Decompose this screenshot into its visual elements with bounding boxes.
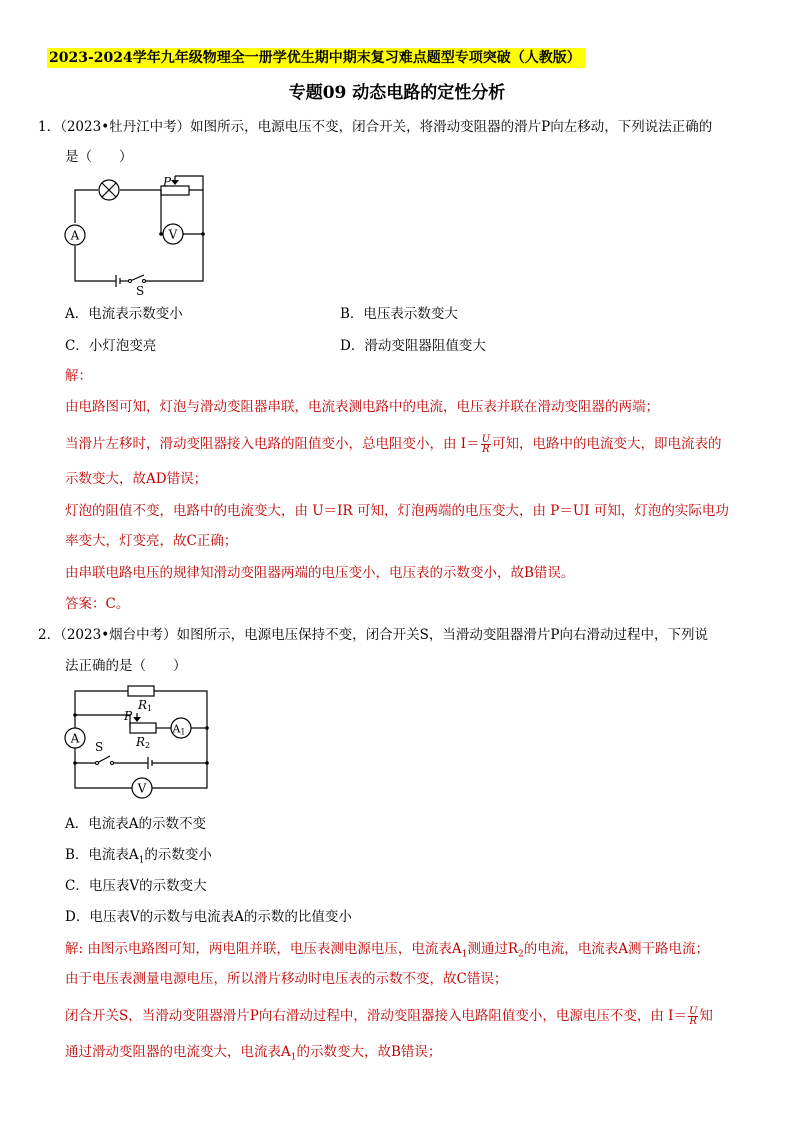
q1-solution-line2: 当滑片左移时，滑动变阻器接入电路的阻值变小，总电阻变小，由 I＝ $\frac{U}{R}$ 可知，电路中的电流变大，即电流表的 [65,434,722,455]
q1-option-b: B．电压表示数变大 [340,306,458,322]
q1-option-c: C．小灯泡变亮 [65,338,157,354]
lamp-icon [99,180,119,200]
q2-option-d: D．电压表V的示数与电流表A的示数的比值变小 [65,909,352,925]
q2-solution-line1: 解: 由图示电路图可知，两电阻并联，电压表测电源电压，电流表$A_1$测通过$R_2$的电流，电流表A测干路电流； [65,941,709,960]
q2-solution-line3: 闭合开关S，当滑动变阻器滑片P向右滑动过程中，滑动变阻器接入电路阻值变小，电源电压不变，由 I＝ $\frac{U}{R}$ 知 [65,1006,713,1027]
q2-stem-line2: 法正确的是（ ） [65,658,187,674]
slider-label: P [163,175,172,189]
switch-label: S [95,740,104,754]
q1-solution-line3: 示数变大，故AD错误； [65,471,208,487]
svg-text:V: V [168,227,178,242]
q2-option-b: B．电流表$A_1$的示数变小 [65,847,212,866]
header-banner: 2023-2024学年九年级物理全一册学优生期中期末复习难点题型专项突破（人教版） [47,48,585,68]
fraction-u-over-r: $\frac{U}{R}$ [481,434,491,455]
switch-label: S [136,284,145,298]
q2-option-c: C．电压表V的示数变大 [65,878,207,894]
q1-circuit-diagram [58,168,228,300]
q1-option-a: A．电流表示数变小 [65,306,183,322]
voltmeter-icon [163,224,183,244]
q2-stem-line1: 2．（2023•烟台中考）如图所示，电源电压保持不变，闭合开关S，当滑动变阻器滑片P向右滑动过程中，下列说 [38,627,708,643]
voltmeter-icon [132,778,152,798]
svg-text:V: V [137,781,147,796]
q1-solution-label: 解： [65,368,92,384]
q1-solution-line1: 由电路图可知，灯泡与滑动变阻器串联，电流表测电路中的电流，电压表并联在滑动变阻器的两端； [65,399,659,415]
q1-stem-line1: 1．（2023•牡丹江中考）如图所示，电源电压不变，闭合开关，将滑动变阻器的滑片P向左移动，下列说法正确的 [38,119,713,135]
q2-solution-line4: 通过滑动变阻器的电流变大，电流表$A_1$的示数变大，故B错误； [65,1044,442,1063]
ammeter-a-icon [65,728,85,748]
q2-circuit-diagram [62,678,222,804]
q1-solution-line4: 灯泡的阻值不变，电路中的电流变大，由 U＝IR 可知，灯泡两端的电压变大，由 P＝UI 可知，灯泡的实际电功 [65,503,729,519]
slider-label: P [124,709,133,723]
q1-stem-line2: 是（ ） [65,149,133,165]
q2-solution-line2: 由于电压表测量电源电压，所以滑片移动时电压表的示数不变，故C错误； [65,971,508,987]
svg-text:A: A [70,731,80,746]
q2-option-a: A．电流表A的示数不变 [65,816,206,832]
r1-label: R1 [138,698,153,713]
svg-text:A: A [70,228,80,243]
q1-option-d: D．滑动变阻器阻值变大 [340,338,486,354]
q1-solution-line6: 由串联电路电压的规律知滑动变阻器两端的电压变小，电压表的示数变小，故B错误。 [65,565,575,581]
r2-label: R2 [136,735,151,750]
page-title: 专题09 动态电路的定性分析 [288,83,506,103]
q1-solution-line5: 率变大，灯变亮，故C正确； [65,533,238,549]
ammeter-a1-icon [171,718,191,738]
q1-answer: 答案：C。 [65,596,130,612]
ammeter-icon [65,225,85,245]
svg-text:A1: A1 [172,722,186,737]
fraction-u-over-r: $\frac{U}{R}$ [688,1006,698,1027]
